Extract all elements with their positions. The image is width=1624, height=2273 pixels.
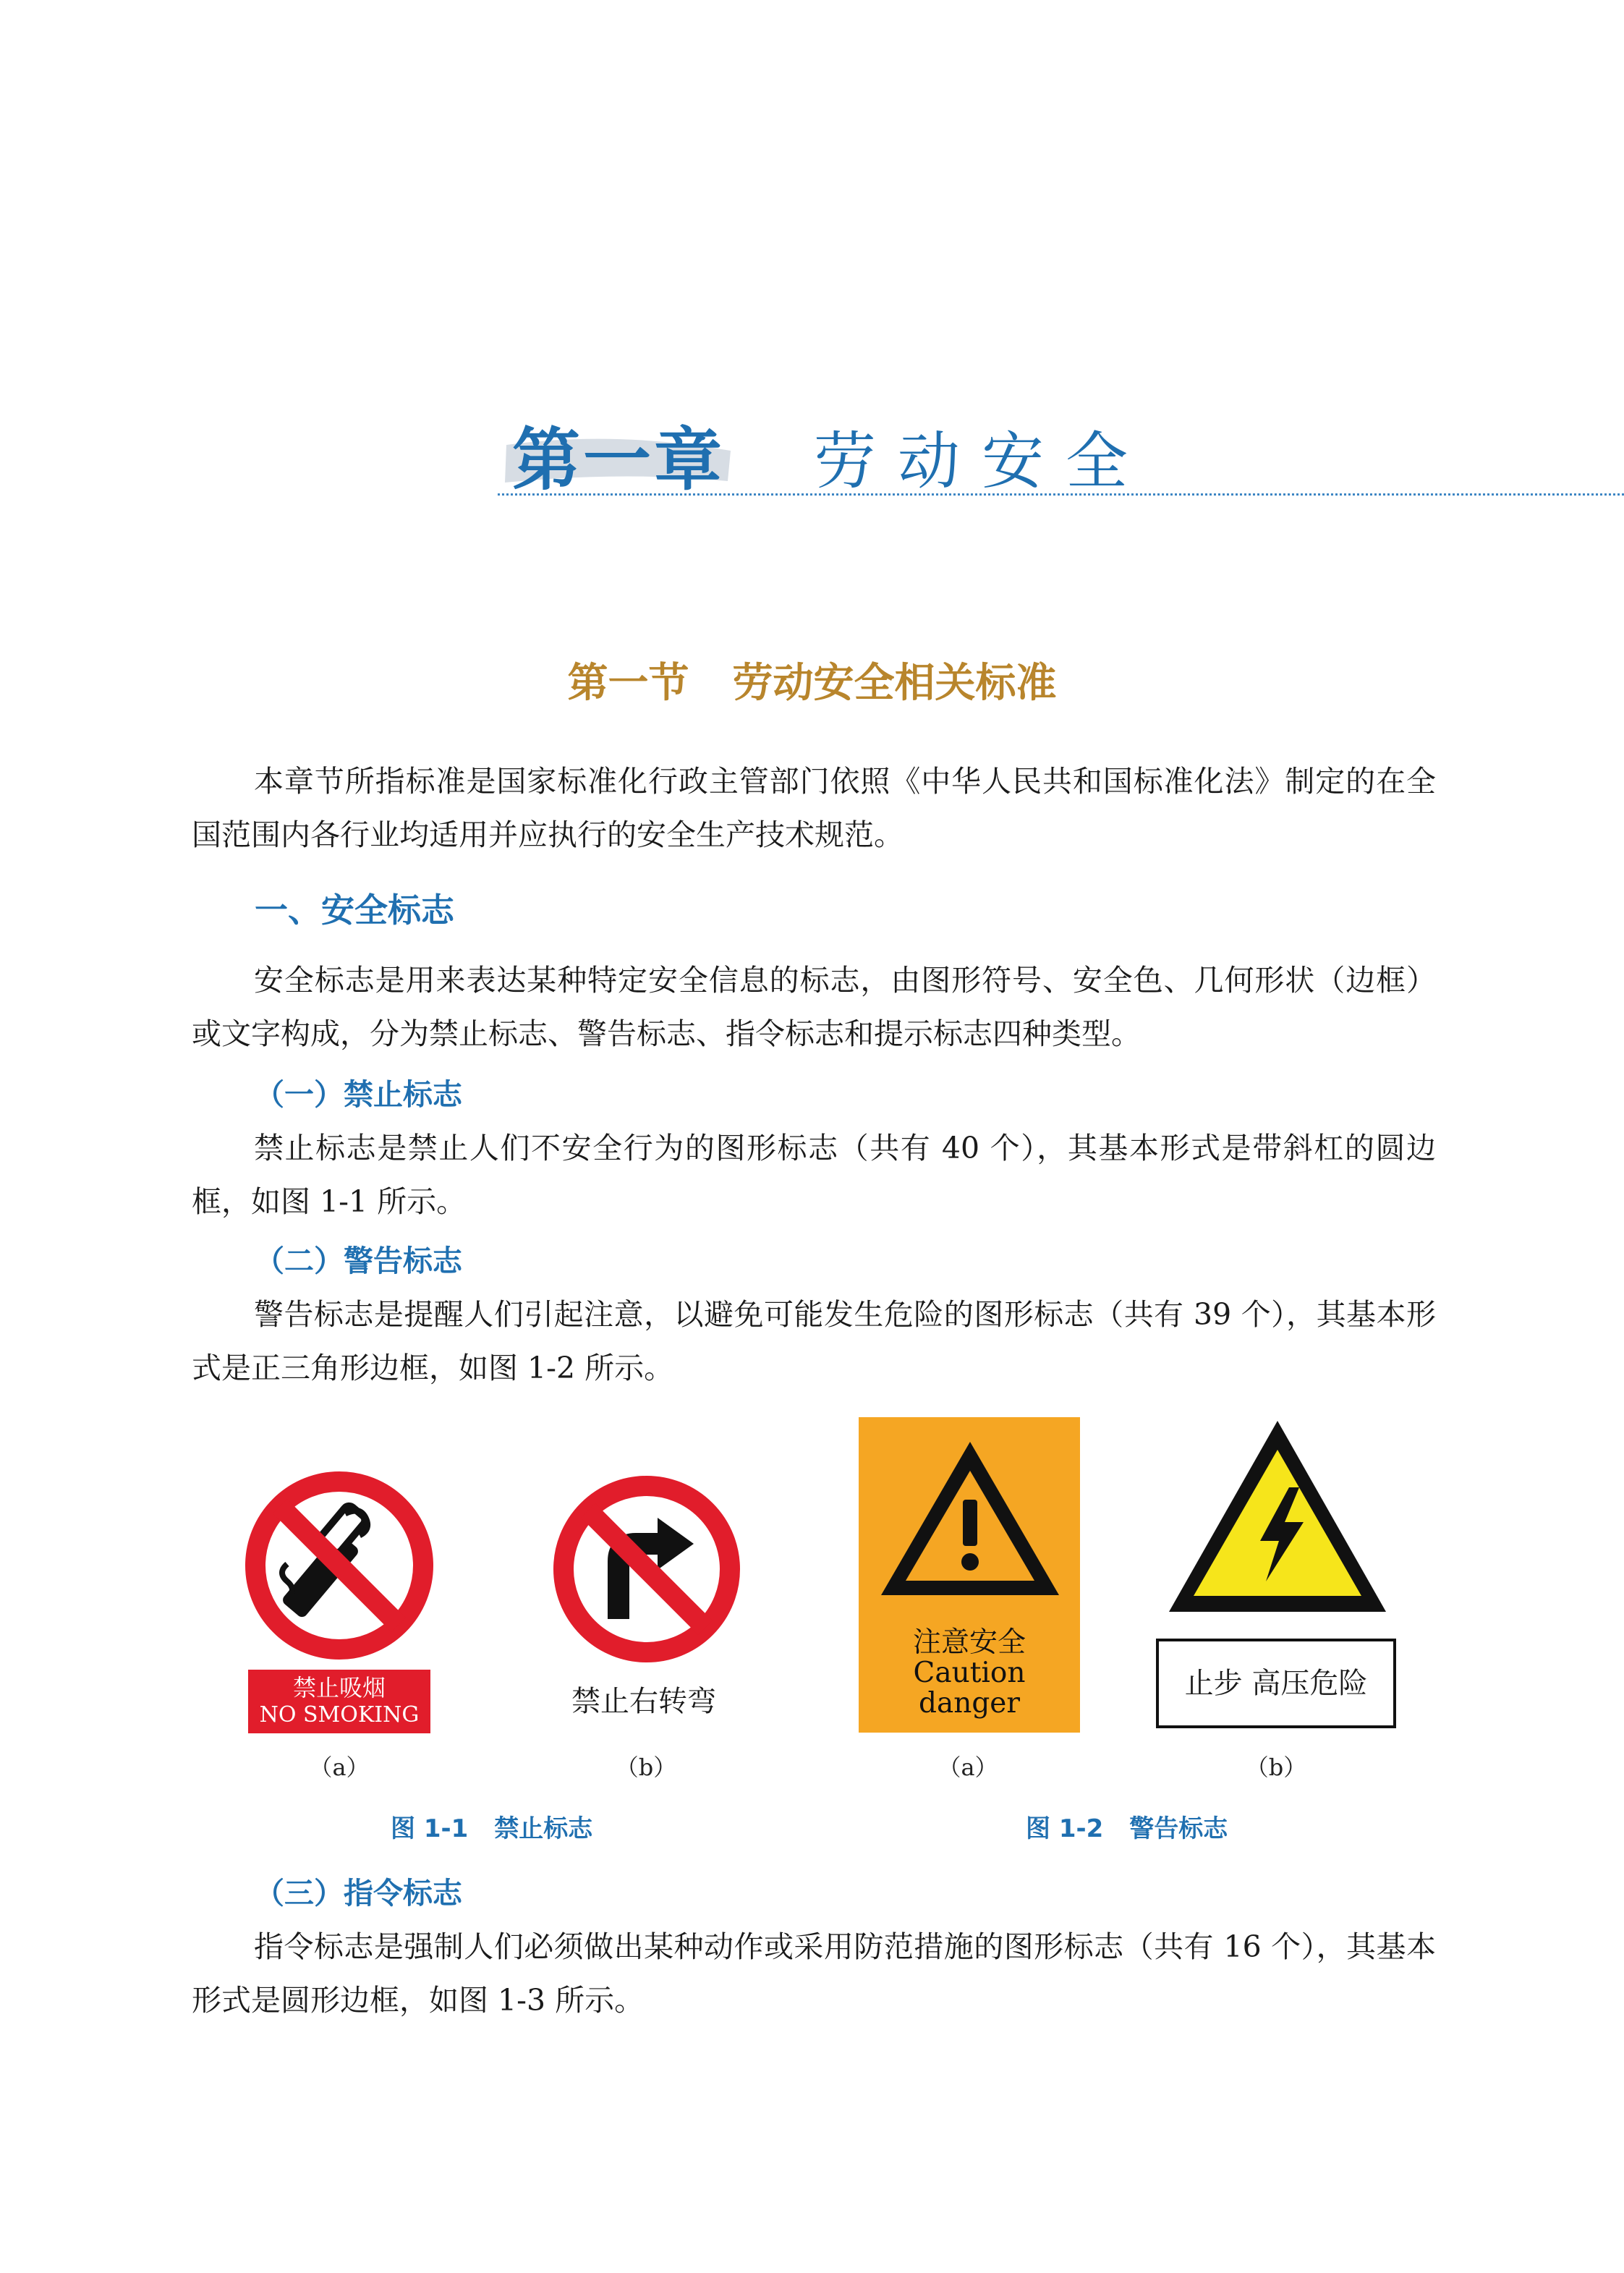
caution-text — [859, 1628, 1080, 1719]
heading-mandatory: （三）指令标志 — [255, 1876, 462, 1911]
chapter-title: 劳动安全 — [814, 425, 1149, 498]
figure-1-2-caption — [1026, 1809, 1228, 1844]
fig1-a-label: （a） — [309, 1754, 370, 1781]
heading-safety-signs: 一、安全标志 — [255, 891, 454, 930]
heading-prohibition: （一）禁止标志 — [255, 1077, 462, 1112]
high-voltage-sign — [1166, 1418, 1389, 1615]
no-right-turn-text: 禁止右转弯 — [571, 1685, 716, 1718]
warning-paragraph: 警告标志是提醒人们引起注意，以避免可能发生危险的图形标志（共有 39 个），其基本形式是正三角形边框，如图 1-2 所示。 — [192, 1297, 1436, 1385]
caution-triangle-icon — [875, 1436, 1065, 1601]
fig1-b-label: （b） — [615, 1754, 677, 1781]
caution-text-en: Caution danger — [913, 1657, 1026, 1720]
no-smoking-sign — [244, 1470, 435, 1661]
section-name: 劳动安全相关标准 — [732, 660, 1057, 707]
mandatory-paragraph: 指令标志是强制人们必须做出某种动作或采用防范措施的图形标志（共有 16 个），其基本形式是圆形边框，如图 1-3 所示。 — [192, 1929, 1436, 2018]
section-title — [0, 651, 1624, 709]
chapter-label: 第一章 — [512, 421, 726, 500]
figure-1-2-title: 警告标志 — [1129, 1814, 1228, 1843]
no-smoking-text-en: NO SMOKING — [259, 1702, 420, 1728]
intro-paragraph: 本章节所指标准是国家标准化行政主管部门依照《中华人民共和国标准化法》制定的在全国范围内各行业均适用并应执行的安全生产技术规范。 — [192, 764, 1436, 852]
no-right-turn-sign — [552, 1474, 741, 1664]
figure-1-1-caption — [391, 1809, 592, 1844]
no-smoking-plate — [248, 1670, 430, 1733]
safety-signs-paragraph: 安全标志是用来表达某种特定安全信息的标志，由图形符号、安全色、几何形状（边框）或文字构成，分为禁止标志、警告标志、指令标志和提示标志四种类型。 — [192, 963, 1436, 1051]
caution-text-cn: 注意安全 — [912, 1626, 1026, 1659]
high-voltage-plate: 止步 高压危险 — [1156, 1639, 1396, 1728]
figure-1-2-number: 图 1-2 — [1026, 1814, 1104, 1843]
chapter-divider — [498, 493, 1624, 496]
fig2-a-label: （a） — [938, 1754, 998, 1781]
heading-warning: （二）警告标志 — [255, 1244, 462, 1278]
section-number: 第一节 — [567, 660, 689, 707]
no-smoking-text-cn: 禁止吸烟 — [292, 1674, 386, 1701]
figure-1-1-title: 禁止标志 — [494, 1814, 593, 1843]
fig2-b-label: （b） — [1245, 1754, 1307, 1781]
prohibition-paragraph: 禁止标志是禁止人们不安全行为的图形标志（共有 40 个），其基本形式是带斜杠的圆边框，如图 1-1 所示。 — [192, 1131, 1436, 1219]
figure-1-1-number: 图 1-1 — [391, 1814, 469, 1843]
